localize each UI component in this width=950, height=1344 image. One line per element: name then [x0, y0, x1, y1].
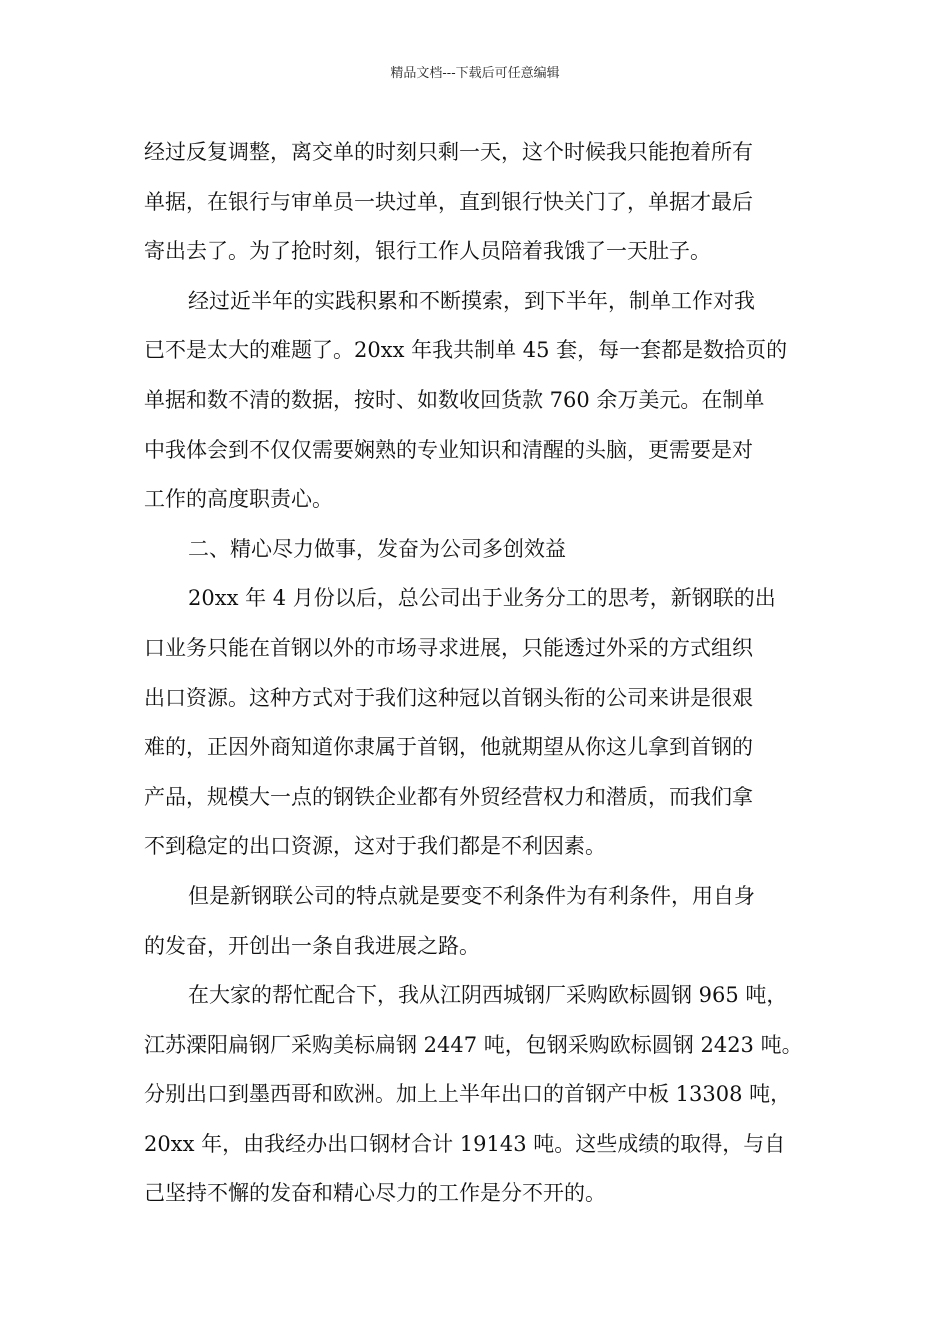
text-line: 寄出去了。为了抢时刻，银行工作人员陪着我饿了一天肚子。: [144, 239, 711, 264]
text-line: 不到稳定的出口资源，这对于我们都是不利因素。: [144, 834, 606, 859]
text-line: 口业务只能在首钢以外的市场寻求进展，只能透过外采的方式组织: [144, 635, 753, 660]
text-line: 20xx 年，由我经办出口钢材合计 19143 吨。这些成绩的取得，与自: [144, 1131, 786, 1156]
text-line: 单据，在银行与审单员一块过单，直到银行快关门了，单据才最后: [144, 189, 753, 214]
text-line: 的发奋，开创出一条自我进展之路。: [144, 933, 480, 958]
text-line: 单据和数不清的数据，按时、如数收回货款 760 余万美元。在制单: [144, 387, 765, 412]
text-line: 江苏溧阳扁钢厂采购美标扁钢 2447 吨，包钢采购欧标圆钢 2423 吨。: [144, 1032, 803, 1057]
text-line: 在大家的帮忙配合下，我从江阴西城钢厂采购欧标圆钢 965 吨，: [188, 983, 788, 1008]
text-line: 已不是太大的难题了。20xx 年我共制单 45 套，每一套都是数拾页的: [144, 338, 788, 363]
paragraph: [144, 277, 814, 525]
text-line: 20xx 年 4 月份以后，总公司出于业务分工的思考，新钢联的出: [188, 586, 776, 611]
text-line: 难的，正因外商知道你隶属于首钢，他就期望从你这儿拿到首钢的: [144, 735, 753, 760]
paragraph: [144, 128, 814, 277]
text-line: 经过近半年的实践积累和不断摸索，到下半年，制单工作对我: [188, 288, 755, 313]
text-line: 己坚持不懈的发奋和精心尽力的工作是分不开的。: [144, 1181, 606, 1206]
page-header: 精品文档---下载后可任意编辑: [390, 66, 560, 81]
text-line: 二、精心尽力做事，发奋为公司多创效益: [188, 536, 566, 561]
paragraph: [144, 971, 814, 1219]
paragraph: [144, 872, 814, 971]
text-line: 产品，规模大一点的钢铁企业都有外贸经营权力和潜质，而我们拿: [144, 784, 753, 809]
text-line: 但是新钢联公司的特点就是要变不利条件为有利条件，用自身: [188, 883, 755, 908]
document-body: [144, 128, 814, 1219]
text-line: 出口资源。这种方式对于我们这种冠以首钢头衔的公司来讲是很艰: [144, 685, 753, 710]
text-line: 分别出口到墨西哥和欧洲。加上上半年出口的首钢产中板 13308 吨，: [144, 1082, 792, 1107]
text-line: 工作的高度职责心。: [144, 487, 333, 512]
paragraph: [144, 574, 814, 872]
text-line: 中我体会到不仅仅需要娴熟的专业知识和清醒的头脑，更需要是对: [144, 437, 753, 462]
text-line: 经过反复调整，离交单的时刻只剩一天，这个时候我只能抱着所有: [144, 140, 753, 164]
section-heading: [144, 525, 814, 575]
